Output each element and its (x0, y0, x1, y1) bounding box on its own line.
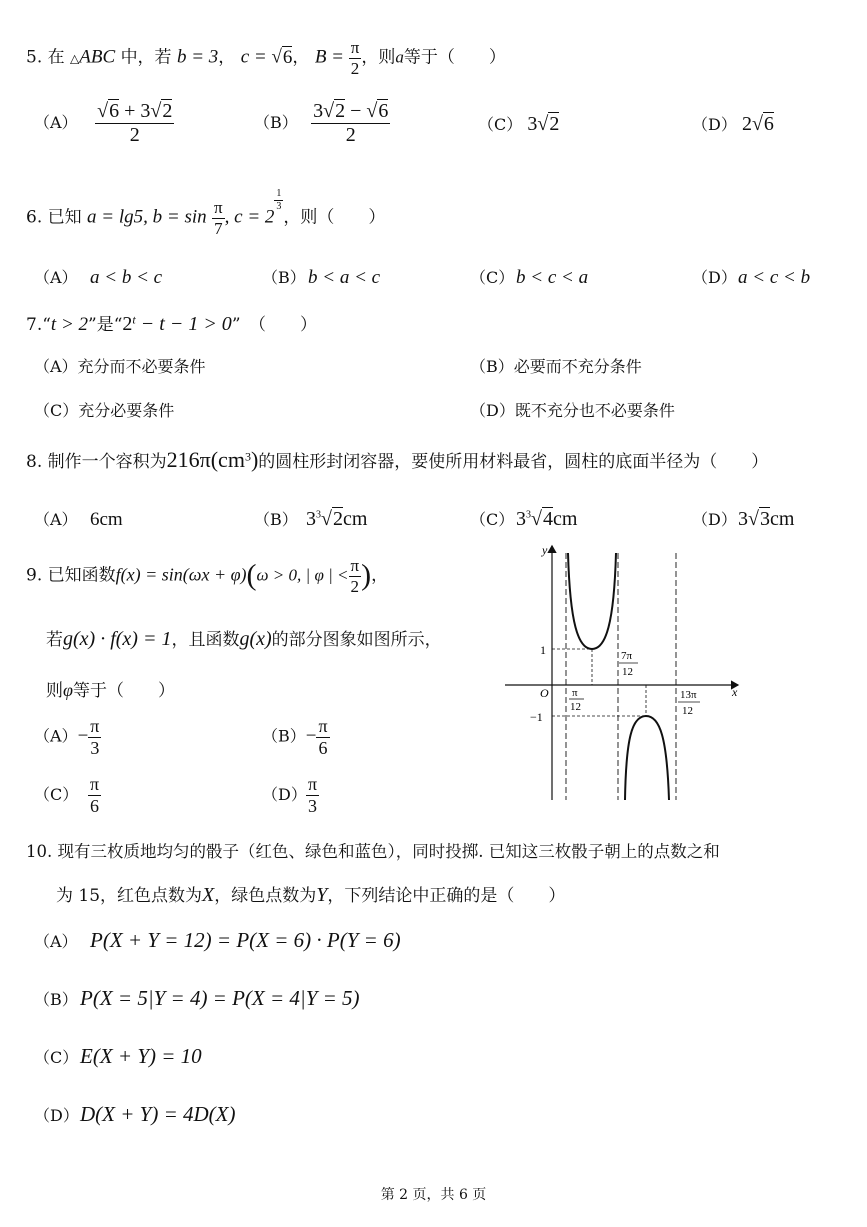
q10-c-text: E(X + Y) = 10 (80, 1044, 202, 1068)
q6-b-text: b < a < c (308, 267, 381, 288)
q5-d-coef: 2 (741, 113, 752, 135)
q9-b-num: π (318, 716, 328, 736)
q9-line3a: 则 (46, 681, 63, 701)
origin-label: O (540, 686, 549, 700)
q10-option-b (34, 986, 360, 1011)
q9-b-label: （B） (262, 726, 306, 746)
q8-prefix: 8. 制作一个容积为 (26, 452, 167, 472)
x-tick3-den: 12 (682, 705, 693, 717)
q9-a-sign: − (77, 725, 89, 747)
q9-d-label: （D） (262, 784, 307, 804)
q9-stem: 9. 已知函数f(x) = sin(ωx + φ)(ω > 0, | φ | < $\frac{\pi}{2}$ )， (26, 556, 389, 596)
q8-option-d: （D）3√3cm (692, 508, 795, 530)
q9-line2c: ，且函数 (171, 630, 240, 650)
q10-line1: 10. 现有三枚质地均匀的骰子（红色、绿色和蓝色），同时投掷. 已知这三枚骰子朝上的点数之和 (26, 842, 720, 861)
q8-stem (26, 447, 768, 473)
q8-c-label: （C） (470, 510, 515, 529)
q10-c-label: （C） (34, 1048, 79, 1067)
q9-cond-den: 2 (350, 576, 360, 596)
q5-ask: 等于（ ） (403, 47, 506, 68)
q9-a-label: （A） (34, 726, 78, 746)
q5-prefix: 5. 在 (26, 47, 65, 68)
q7-cond2sup: t (132, 312, 136, 327)
q8-tail: 的圆柱形封闭容器，要使所用材料最省，圆柱的底面半径为（ ） (258, 452, 769, 472)
q8-vol-sup: 3 (244, 449, 251, 464)
q10-a-text: P(X + Y = 12) = P(X = 6) · P(Y = 6) (90, 928, 401, 952)
x-tick2-den: 12 (622, 666, 633, 678)
q5-c-label: （C） (478, 115, 523, 134)
q8-vol: 216π(cm (166, 447, 245, 472)
q9-option-d (262, 774, 319, 816)
q5-tail: ，则 (361, 47, 396, 68)
q10-line2c: ，下列结论中正确的是（ ） (327, 886, 566, 906)
q8-d-coef: 3 (738, 508, 748, 530)
q6-frac-num: π (214, 197, 223, 217)
q7-cond2b: − t − 1 > 0 (135, 313, 232, 335)
q9-a-num: π (90, 716, 100, 736)
q10-X: X (202, 884, 215, 906)
x-tick2-num: 7π (621, 650, 633, 662)
q8-a-label: （A） (34, 510, 78, 529)
q6-option-d (692, 265, 810, 289)
q8-vol-close: ) (250, 447, 259, 472)
q5-b: b = 3 (176, 46, 219, 68)
q9-c-num: π (90, 774, 100, 794)
q6-a-text: a < b < c (90, 267, 163, 288)
q6-expr2: , c = 2 (224, 206, 275, 228)
q5-stem: 5. 在 △ABC 中，若 b = 3， c = √6， B = $\frac{\pi}{2}$ ，则a等于（ ） (26, 38, 506, 78)
q6-option-a (34, 265, 162, 289)
q5-a-mid: + 3 (119, 100, 151, 122)
q8-b-coef: 3 (306, 508, 316, 530)
q8-d-label: （D） (692, 510, 737, 529)
y-axis-label: y (542, 543, 548, 557)
q9-d-den: 3 (308, 795, 318, 816)
q9-line2a: 若 (46, 630, 63, 650)
q9-fx: f(x) = sin(ωx + φ) (115, 564, 247, 585)
curve-upper (568, 553, 616, 649)
q5-option-b: （B） $\frac{3√2 - √6}{2}$ (254, 100, 389, 146)
q9-prefix: 9. 已知函数 (26, 565, 116, 586)
q5-B: B = (314, 46, 349, 68)
q6-option-c (470, 265, 588, 289)
q7-cond2a: 2 (122, 313, 133, 335)
curve-lower (625, 716, 669, 800)
q6-prefix: 6. 已知 (26, 207, 82, 228)
q8-c-rad: 4 (542, 508, 553, 530)
q5-d-label: （D） (692, 115, 737, 134)
q9-b-sign: − (305, 725, 317, 747)
q9-c-label: （C） (34, 784, 79, 804)
y-tick-neg1: −1 (530, 710, 543, 724)
q10-d-text: D(X + Y) = 4D(X) (80, 1102, 236, 1126)
q9-option-b (262, 716, 330, 758)
q5-b-label: （B） (254, 113, 298, 132)
q5-a-den: 2 (129, 124, 140, 146)
q8-b-idx: 3 (316, 509, 321, 521)
q5-b-den: 2 (345, 124, 356, 146)
q9-graph (500, 538, 750, 803)
q9-line2b: g(x) · f(x) = 1 (63, 628, 172, 650)
q5-b-coef: 3 (313, 100, 324, 122)
q8-c-idx: 3 (526, 509, 531, 521)
q8-d-rad: 3 (759, 508, 770, 530)
q5-c-rad: 2 (549, 113, 560, 135)
q6-b-label: （B） (262, 268, 306, 287)
q10-line2 (56, 881, 565, 907)
q7-option-b: （B）必要而不充分条件 (470, 357, 642, 376)
q10-b-label: （B） (34, 990, 78, 1009)
q7-stem (26, 310, 317, 336)
y-tick-1: 1 (540, 643, 546, 657)
q5-B-den: 2 (350, 58, 360, 78)
q7-option-c: （C）充分必要条件 (34, 401, 175, 420)
q9-line3 (46, 676, 175, 701)
q9-c-den: 6 (90, 795, 100, 816)
q5-a-label: （A） (34, 113, 78, 132)
q9-line2e: 的部分图象如图所示， (271, 630, 442, 650)
q6-exp-num: 1 (276, 188, 282, 199)
q6-c-label: （C） (470, 268, 515, 287)
q8-a-text: 6cm (90, 509, 123, 530)
q10-Y: Y (316, 884, 328, 906)
q9-option-a (34, 716, 101, 758)
q9-b-den: 6 (318, 737, 328, 758)
x-axis-label: x (732, 685, 738, 699)
q6-d-label: （D） (692, 268, 737, 287)
q5-c-rad: 6 (282, 46, 293, 68)
q10-option-d (34, 1102, 235, 1127)
q9-line3b: φ (63, 680, 73, 700)
q8-b-rad: 2 (332, 508, 343, 530)
q6-exp-den: 3 (276, 200, 282, 212)
q7-mid: ”是“ (88, 315, 123, 335)
q9-line2 (46, 625, 442, 651)
q5-b-mid: − (345, 100, 367, 122)
q8-c-coef: 3 (516, 508, 526, 530)
q5-B-num: π (350, 38, 360, 57)
q5-b-rad2: 6 (378, 100, 389, 122)
q5-d-rad: 6 (763, 113, 774, 135)
q5-c: c = (240, 46, 272, 68)
q5-stem-a: 中，若 (120, 47, 172, 68)
q8-option-c: $(C)3^3√4cm$ (470, 508, 578, 530)
q5-a-rad1: 6 (109, 100, 120, 122)
q5-option-d: （D） 2√6 (692, 113, 774, 135)
q9-cond-tail: ， (371, 565, 389, 586)
q5-option-a: （A） $\frac{√6 + 3√2}{2}$ (34, 100, 173, 146)
q6-d-text: a < c < b (738, 267, 811, 288)
page-footer: 第 2 页，共 6 页 (380, 1187, 487, 1203)
q5-b-rad1: 2 (335, 100, 346, 122)
q5-option-c: （C） 3√2 (478, 113, 560, 135)
q9-line3c: 等于（ ） (72, 681, 175, 701)
q7-option-a: （A）充分而不必要条件 (34, 357, 206, 376)
q8-d-unit: cm (769, 508, 795, 530)
q9-cond-num: π (350, 556, 360, 575)
x-tick1-den: 12 (570, 701, 581, 713)
q7-prefix: 7.“ (26, 315, 51, 335)
q9-a-den: 3 (90, 737, 100, 758)
q10-line2a: 为 15，红色点数为 (56, 886, 203, 906)
q10-d-label: （D） (34, 1106, 79, 1125)
q9-d-num: π (308, 774, 318, 794)
q9-line2d: g(x) (239, 628, 272, 650)
q6-tail: ，则（ ） (283, 207, 386, 228)
q6-c-text: b < c < a (516, 267, 589, 288)
q7-option-d: （D）既不充分也不必要条件 (470, 401, 675, 420)
q6-stem (26, 188, 385, 238)
q6-a-label: （A） (34, 268, 78, 287)
q10-b-text: P(X = 5|Y = 4) = P(X = 4|Y = 5) (80, 986, 360, 1010)
q9-cond: ω > 0, | φ | < (256, 565, 349, 585)
q5-a-rad2: 2 (162, 100, 173, 122)
q8-b-label: （B） (254, 510, 298, 529)
q10-option-c (34, 1044, 202, 1069)
q8-c-unit: cm (552, 508, 578, 530)
x-tick1-num: π (572, 687, 578, 699)
q6-expr1: a = lg5, b = sin (87, 206, 207, 228)
q10-line2b: ，绿色点数为 (214, 886, 317, 906)
q7-tail: ” （ ） (231, 315, 318, 335)
q6-option-b (262, 265, 380, 289)
q9-option-c (34, 774, 101, 816)
q7-cond1: t > 2 (50, 314, 89, 335)
q6-frac-den: 7 (214, 218, 223, 238)
q10-a-label: （A） (34, 932, 78, 951)
q8-b-unit: cm (342, 508, 368, 530)
q8-option-a (34, 507, 123, 531)
q5-c-coef: 3 (527, 113, 538, 135)
q8-option-b: （B） $3^3√2cm$ (254, 508, 368, 530)
q10-option-a (34, 928, 401, 953)
x-tick3-num: 13π (680, 689, 697, 701)
